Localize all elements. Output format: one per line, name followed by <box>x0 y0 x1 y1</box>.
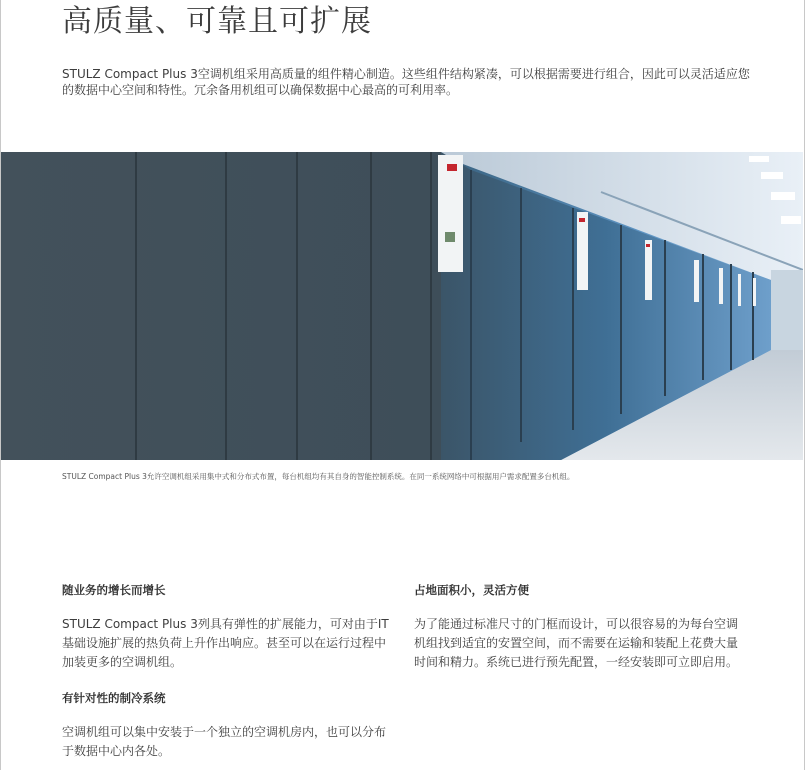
control-panel <box>577 212 588 290</box>
section-body: 为了能通过标准尺寸的门框而设计，可以很容易的为每台空调机组找到适宜的安置空间，而不需要在运输和装配上花费大量时间和精力。系统已进行预先配置，一经安装即可立即启用。 <box>414 617 739 669</box>
control-panel <box>438 155 463 272</box>
right-column <box>414 582 749 672</box>
data-center-illustration <box>1 152 803 460</box>
data-center-photo <box>1 152 803 460</box>
photo-caption: STULZ Compact Plus 3允许空调机组采用集中式和分布式布置，每台机组均有其自身的智能控制系统。在同一系统网络中可根据用户需求配置多台机组。 <box>62 472 575 481</box>
section-title: 随业务的增长而增长 <box>62 583 166 597</box>
section-title: 有针对性的制冷系统 <box>62 691 166 705</box>
section-title: 占地面积小，灵活方便 <box>414 583 529 597</box>
ceiling-light <box>771 192 795 200</box>
section-body: 空调机组可以集中安装于一个独立的空调机房内，也可以分布于数据中心内各处。 <box>62 725 387 758</box>
control-panel <box>719 268 723 304</box>
ceiling-light <box>761 172 783 179</box>
section-body: STULZ Compact Plus 3列具有弹性的扩展能力，可对由于IT基础设施扩展的热负荷上升作出响应。甚至可以在运行过程中加装更多的空调机组。 <box>62 617 389 669</box>
page-title: 高质量、可靠且可扩展 <box>62 4 372 39</box>
control-panel <box>694 260 699 302</box>
control-panel <box>753 278 756 306</box>
left-column <box>62 582 392 761</box>
control-panel <box>738 274 741 306</box>
ceiling-light <box>749 156 769 162</box>
cabinet-row-near <box>1 152 441 460</box>
ceiling-light <box>781 216 801 224</box>
back-wall <box>771 270 803 350</box>
intro-paragraph: STULZ Compact Plus 3空调机组采用高质量的组件精心制造。这些组件结构紧凑，可以根据需要进行组合，因此可以灵活适应您的数据中心空间和特性。冗余备用机组可以确保数据中心最高的可利用率。 <box>62 67 750 97</box>
control-panel <box>645 240 652 300</box>
